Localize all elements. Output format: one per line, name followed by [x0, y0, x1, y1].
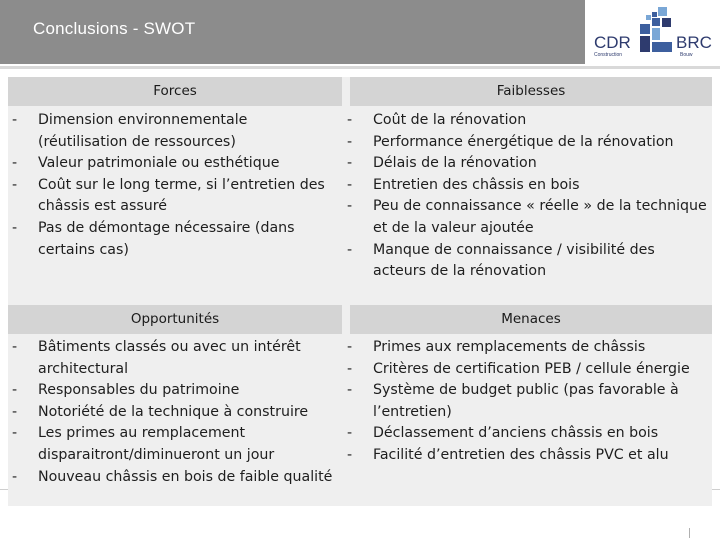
list-item: - Délais de la rénovation	[343, 153, 709, 175]
list-item: - Système de budget public (pas favorable à l’entretien)	[343, 380, 709, 423]
logo-right-sub: Bouw	[680, 52, 693, 58]
list-item: - Coût sur le long terme, si l’entretien des châssis est assuré	[8, 175, 338, 218]
list-item: - Primes aux remplacements de châssis	[343, 337, 709, 359]
faiblesses-list	[343, 110, 709, 283]
slide-title: Conclusions - SWOT	[33, 19, 196, 38]
list-item: - Pas de démontage nécessaire (dans certains cas)	[8, 218, 338, 261]
header-divider	[0, 66, 720, 69]
opportunites-header: Opportunités	[8, 305, 342, 334]
forces-list	[8, 110, 338, 261]
list-item: - Responsables du patrimoine	[8, 380, 338, 402]
swot-table	[8, 77, 712, 506]
footer-rule-left	[0, 489, 8, 490]
cdr-brc-logo	[588, 4, 718, 64]
list-item: - Valeur patrimoniale ou esthétique	[8, 153, 338, 175]
menaces-list	[343, 337, 709, 467]
footer-rule-right	[712, 489, 720, 490]
list-item: - Bâtiments classés ou avec un intérêt architectural	[8, 337, 338, 380]
list-item: - Notoriété de la technique à construire	[8, 402, 338, 424]
faiblesses-header: Faiblesses	[350, 77, 712, 106]
list-item: - Coût de la rénovation	[343, 110, 709, 132]
faiblesses-cell	[343, 110, 709, 283]
logo-right-text: BRC	[676, 33, 712, 52]
opportunites-list	[8, 337, 338, 488]
forces-header: Forces	[8, 77, 342, 106]
footer-tick	[689, 528, 690, 538]
forces-cell	[8, 110, 338, 261]
list-item: - Critères de certification PEB / cellule énergie	[343, 359, 709, 381]
list-item: - Les primes au remplacement disparaitront/diminueront un jour	[8, 423, 338, 466]
opportunites-cell	[8, 337, 338, 488]
menaces-cell	[343, 337, 709, 467]
menaces-header: Menaces	[350, 305, 712, 334]
list-item: - Facilité d’entretien des châssis PVC et alu	[343, 445, 709, 467]
logo-left-text: CDR	[594, 33, 631, 52]
list-item: - Nouveau châssis en bois de faible qualité	[8, 467, 338, 489]
list-item: - Manque de connaissance / visibilité des acteurs de la rénovation	[343, 240, 709, 283]
list-item: - Entretien des châssis en bois	[343, 175, 709, 197]
logo-left-sub: Construction	[594, 52, 623, 58]
list-item: - Dimension environnementale (réutilisation de ressources)	[8, 110, 338, 153]
list-item: - Peu de connaissance « réelle » de la technique et de la valeur ajoutée	[343, 196, 709, 239]
list-item: - Déclassement d’anciens châssis en bois	[343, 423, 709, 445]
list-item: - Performance énergétique de la rénovation	[343, 132, 709, 154]
